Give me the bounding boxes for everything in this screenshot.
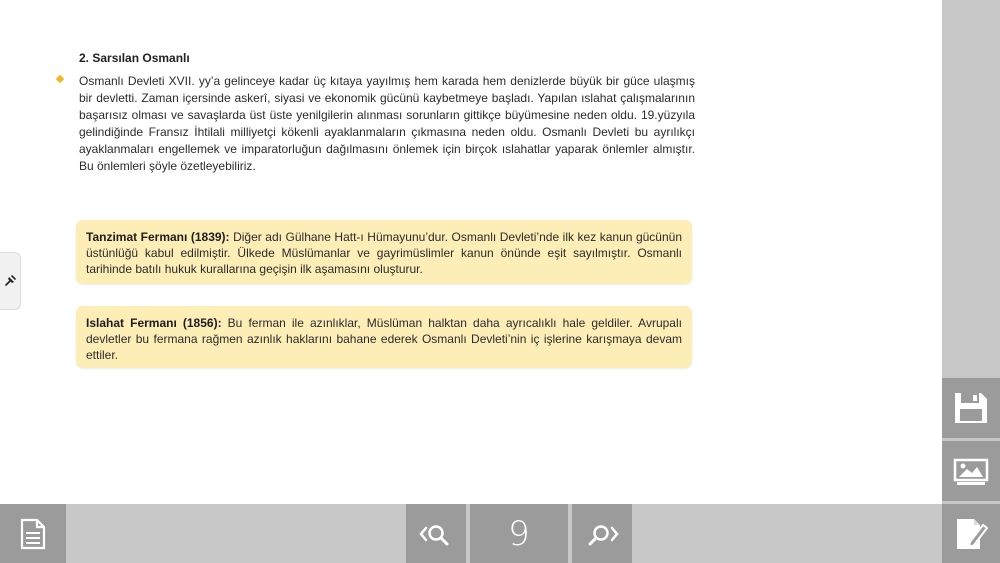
edit-note-button[interactable]: [942, 504, 1000, 563]
document-icon: [20, 518, 46, 550]
box-text: Diğer adı Gülhane Hatt-ı Hümayunu’dur. Osmanlı Devleti’nde ilk kez kanun gücünün üstünlüğü kabul edilmiştir. Ülkede Müslümanlar ve gayrimüslimler kanun önünde eşit sayılmıştır. Osmanlı tarihinde batılı hukuk kurallarına geçişin ilk aşamasını oluşturur.: [86, 230, 682, 276]
image-icon: [953, 456, 989, 486]
save-button[interactable]: [942, 378, 1000, 438]
edit-note-icon: [954, 516, 988, 552]
page-number: 9: [508, 513, 530, 554]
image-button[interactable]: [942, 441, 1000, 501]
pin-icon: [3, 274, 17, 288]
box-title: Islahat Fermanı (1856):: [86, 316, 222, 330]
tanzimat-info-box: [76, 220, 692, 284]
side-panel-tab[interactable]: [0, 252, 21, 310]
islahat-info-box: [76, 306, 692, 368]
page-number-display[interactable]: [470, 504, 568, 563]
intro-paragraph: Osmanlı Devleti XVII. yy’a gelinceye kadar üç kıtaya yayılmış hem karada hem denizlerde büyük bir güce ulaşmış bir devletti. Zaman içersinde askerî, siyasi ve ekonomik gücünü kaybetmeye başladı. Yapılan ıslahat çalışmalarının başarısız olması ve savaşlarda üst üste yenilgilerin alınması sorunların gittikçe büyümesine neden oldu. 19.yüzyıla gelindiğinde Fransız İhtilali milliyetçi kökenli ayaklanmaların çıkmasına neden oldu. Osmanlı Devleti bu ayrılıkçı ayaklanmaları engellemek ve imparatorluğun dağılmasını önlemek için birçok ıslahatlar yaparak önlemler almıştır. Bu önlemleri şöyle özetleyebiliriz.: [79, 74, 695, 173]
document-button[interactable]: [0, 504, 66, 563]
zoom-previous-button[interactable]: [406, 504, 466, 563]
section-heading: 2. Sarsılan Osmanlı: [79, 51, 190, 65]
zoom-next-icon: [584, 522, 620, 546]
save-icon: [953, 391, 989, 425]
zoom-next-button[interactable]: [572, 504, 632, 563]
bullet-diamond-icon: [56, 75, 64, 83]
box-title: Tanzimat Fermanı (1839):: [86, 230, 230, 244]
box-text: Bu ferman ile azınlıklar, Müslüman halktan daha ayrıcalıklı hale geldiler. Avrupalı devletler bu fermana rağmen azınlık haklarını bahane ederek Osmanlı Devleti’nin iç işlerine karışmaya devam ettiler.: [86, 316, 682, 362]
zoom-previous-icon: [418, 522, 454, 546]
